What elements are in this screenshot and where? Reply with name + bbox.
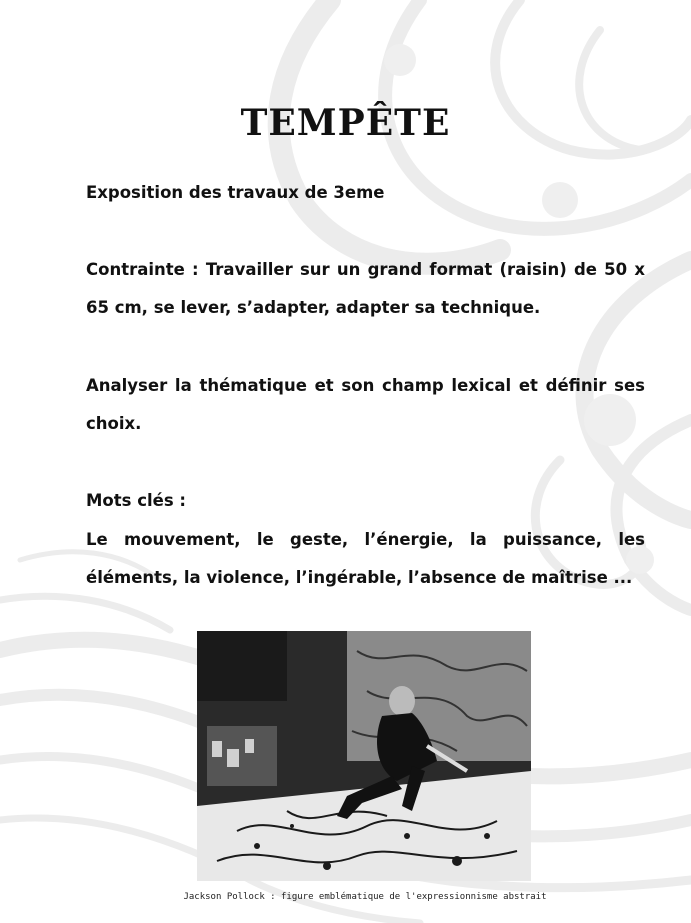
- keywords-heading: Mots clés :: [86, 491, 186, 510]
- subtitle: Exposition des travaux de 3eme: [86, 183, 385, 202]
- photo-caption: Jackson Pollock : figure emblématique de l'expressionnisme abstrait: [183, 892, 547, 902]
- analysis-paragraph: Analyser la thématique et son champ lexical et définir ses choix.: [86, 376, 645, 433]
- page-title: TEMPÊTE: [240, 102, 451, 144]
- keywords-paragraph: Le mouvement, le geste, l’énergie, la puissance, les éléments, la violence, l’ingérable, l’absence de maîtrise ...: [86, 530, 645, 587]
- constraint-paragraph: Contrainte : Travailler sur un grand format (raisin) de 50 x 65 cm, se lever, s’adapter, adapter sa technique.: [86, 260, 645, 317]
- pollock-photo: [197, 631, 531, 881]
